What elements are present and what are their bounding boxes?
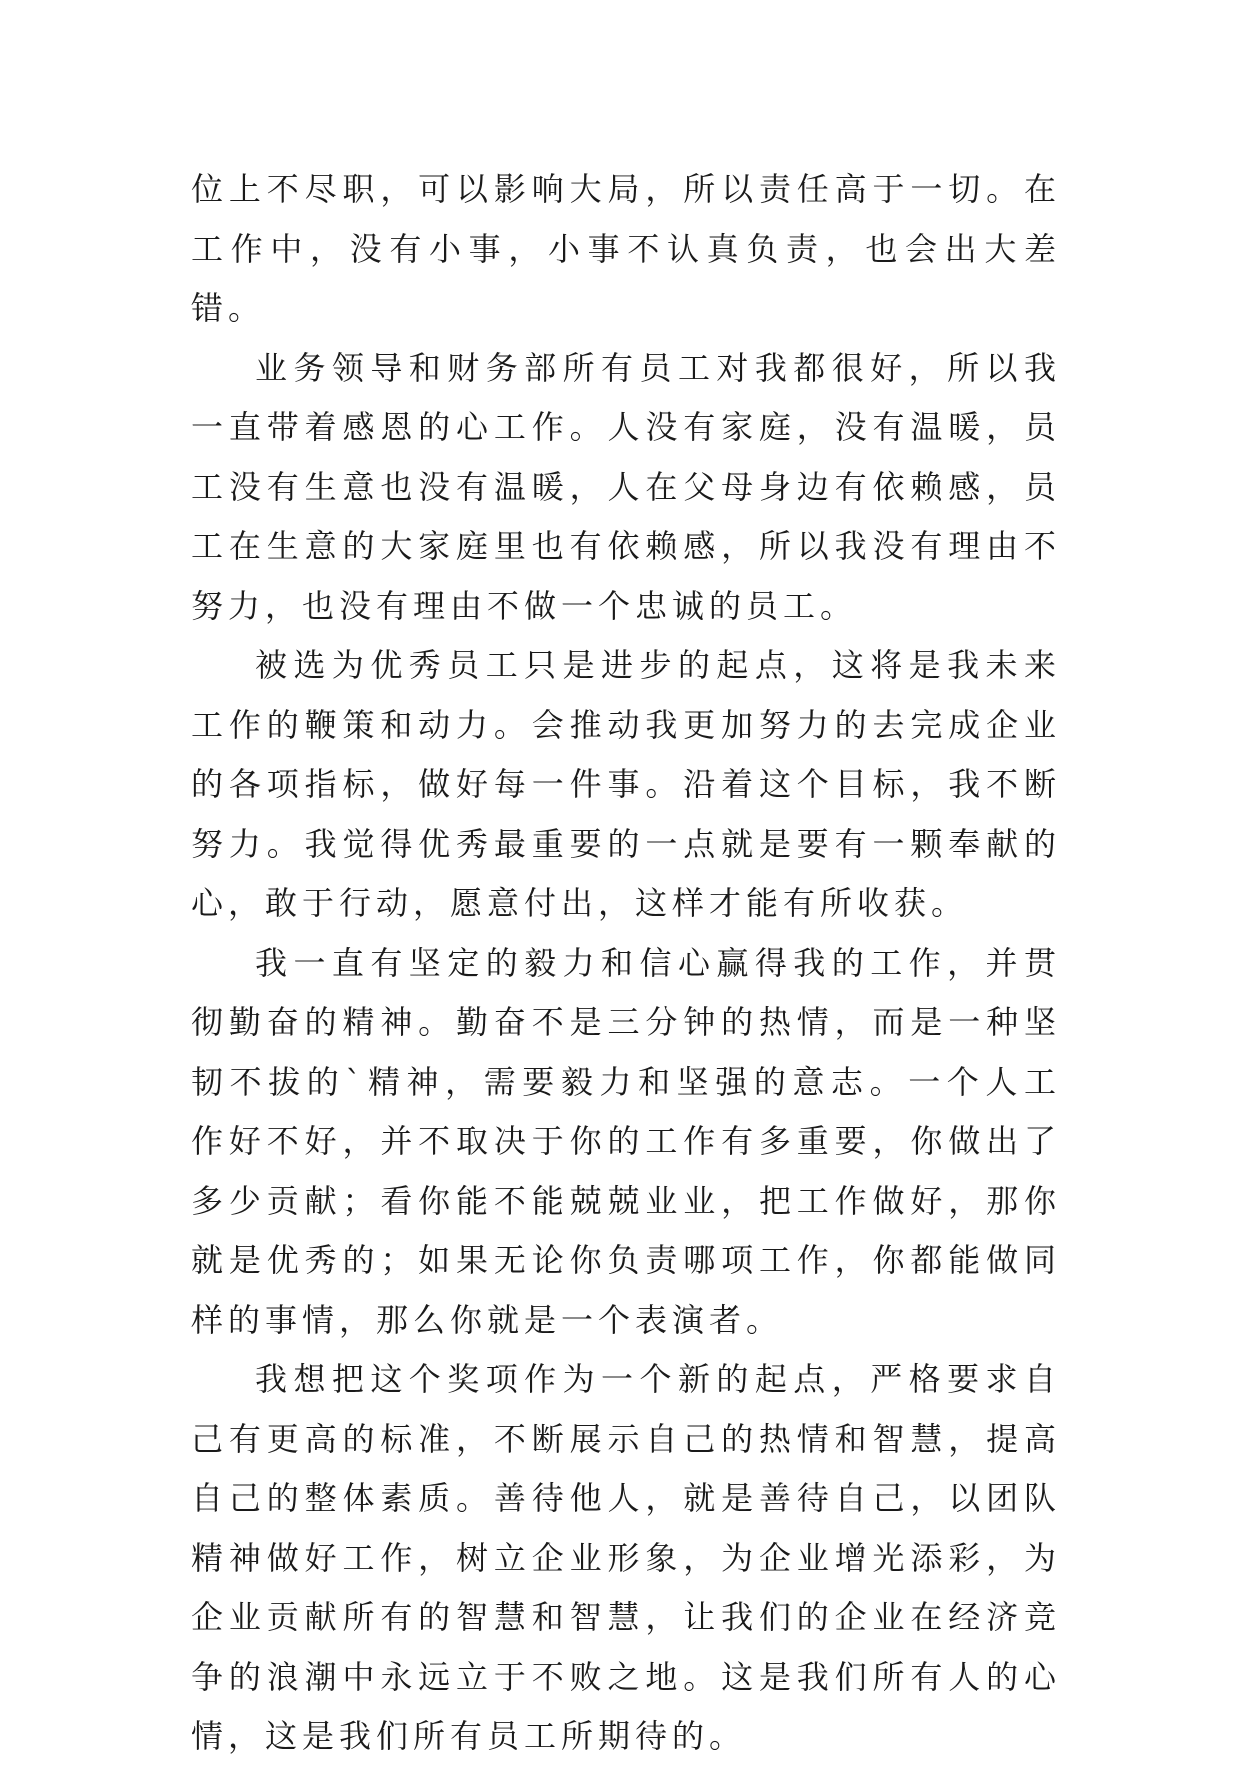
- paragraph-diligence: 我一直有坚定的毅力和信心赢得我的工作，并贯彻勤奋的精神。勤奋不是三分钟的热情，而是一种坚韧不拔的`精神，需要毅力和坚强的意志。一个人工作好不好，并不取决于你的工作有多重要，你做出了多少贡献；看你能不能兢兢业业，把工作做好，那你就是优秀的；如果无论你负责哪项工作，你都能做同样的事情，那么你就是一个表演者。: [191, 943, 1061, 1339]
- paragraph-starting-point: 被选为优秀员工只是进步的起点，这将是我未来工作的鞭策和动力。会推动我更加努力的去完成企业的各项指标，做好每一件事。沿着这个目标，我不断努力。我觉得优秀最重要的一点就是要有一颗奉献的心，敢于行动，愿意付出，这样才能有所收获。: [191, 646, 1061, 922]
- paragraph-new-start: 我想把这个奖项作为一个新的起点，严格要求自己有更高的标准，不断展示自己的热情和智慧，提高自己的整体素质。善待他人，就是善待自己，以团队精神做好工作，树立企业形象，为企业增光添彩，为企业贡献所有的智慧和智慧，让我们的企业在经济竞争的浪潮中永远立于不败之地。这是我们所有人的心情，这是我们所有员工所期待的。: [191, 1360, 1061, 1755]
- paragraph-continued: 位上不尽职，可以影响大局，所以责任高于一切。在工作中，没有小事，小事不认真负责，也会出大差错。: [191, 170, 1061, 327]
- paragraph-gratitude: 业务领导和财务部所有员工对我都很好，所以我一直带着感恩的心工作。人没有家庭，没有温暖，员工没有生意也没有温暖，人在父母身边有依赖感，员工在生意的大家庭里也有依赖感，所以我没有理由不努力，也没有理由不做一个忠诚的员工。: [191, 348, 1061, 625]
- document-body: [191, 160, 1061, 1767]
